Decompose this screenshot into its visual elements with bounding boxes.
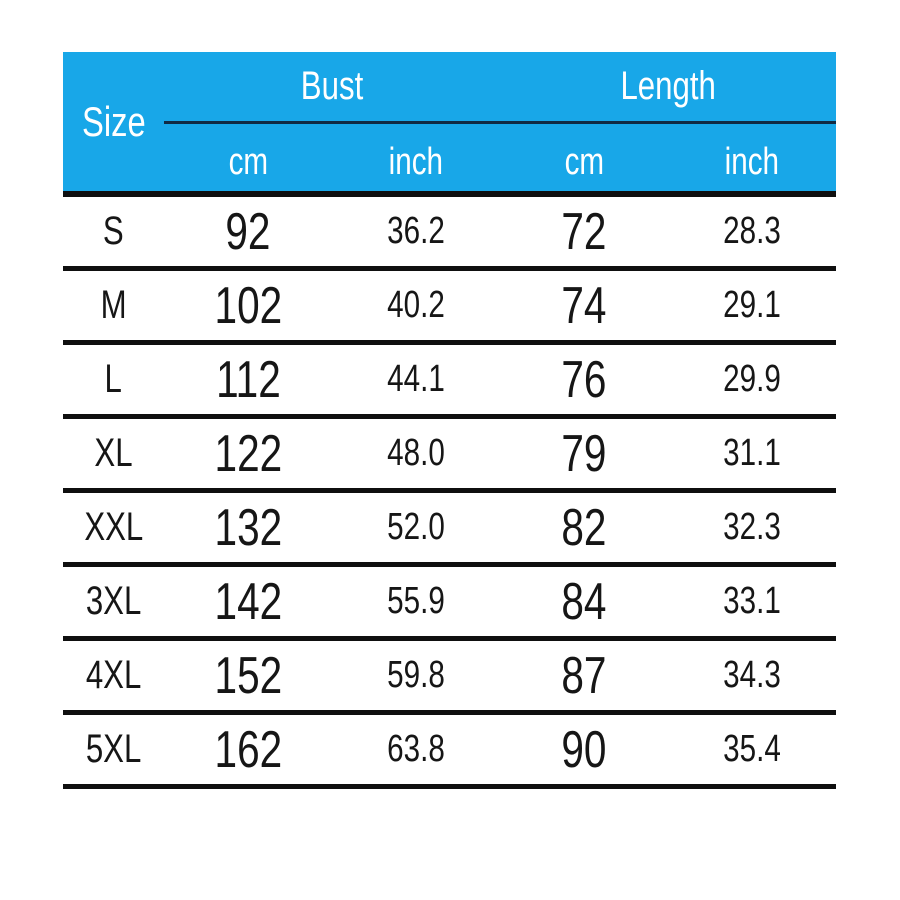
table-header [63,52,836,191]
length-inch-cell [668,580,836,623]
length-inch-value: 35.4 [723,728,781,770]
length-group-cell [500,64,836,109]
table-row [63,567,836,641]
length-inch-header-label: inch [724,141,780,183]
size-value: 4XL [85,653,142,697]
table-row [63,345,836,419]
length-inch-cell [668,210,836,253]
bust-inch-header-label: inch [388,141,444,183]
table-row [63,641,836,715]
unit-header-row [164,124,836,191]
table-body [63,197,836,789]
bust-cm-cell [164,350,332,410]
bust-cm-cell [164,202,332,262]
length-inch-value: 32.3 [723,506,781,548]
bust-inch-value: 55.9 [387,580,445,622]
bust-cm-cell [164,572,332,632]
table-row [63,419,836,493]
bust-inch-value: 40.2 [387,284,445,326]
group-header-row [164,52,836,121]
length-cm-value: 90 [561,720,607,779]
table-row [63,271,836,345]
size-header-label: Size [81,97,146,145]
size-value: XXL [84,505,143,549]
bust-group-label: Bust [300,64,364,108]
size-cell [63,653,164,698]
bust-cm-value: 112 [215,350,281,409]
length-cm-value: 82 [561,498,607,557]
length-inch-cell [668,728,836,771]
length-inch-cell [668,506,836,549]
measurement-header-section [164,52,836,191]
bust-inch-value: 63.8 [387,728,445,770]
length-cm-cell [500,646,668,706]
bust-inch-value: 36.2 [387,210,445,252]
bust-inch-cell [332,506,500,549]
table-row [63,197,836,271]
length-cm-value: 84 [561,572,607,631]
size-cell [63,727,164,772]
size-value: 3XL [85,579,142,623]
bust-cm-cell [164,276,332,336]
bust-inch-cell [332,358,500,401]
bust-cm-header-label: cm [228,141,268,183]
length-cm-cell [500,350,668,410]
length-inch-cell [668,358,836,401]
bust-cm-value: 122 [214,424,282,483]
bust-inch-cell [332,432,500,475]
size-chart-table [63,52,836,789]
length-inch-cell [668,432,836,475]
length-cm-cell [500,424,668,484]
length-group-label: Length [620,64,716,108]
bust-inch-header-cell [332,141,500,184]
size-cell [63,431,164,476]
bust-cm-value: 102 [214,276,282,335]
bust-cm-header-cell [164,141,332,184]
length-cm-value: 74 [561,276,607,335]
length-inch-value: 29.9 [723,358,781,400]
length-inch-value: 31.1 [723,432,781,474]
length-cm-header-cell [500,141,668,184]
size-cell [63,357,164,402]
bust-inch-cell [332,580,500,623]
size-cell [63,209,164,254]
length-inch-cell [668,284,836,327]
length-cm-cell [500,498,668,558]
length-inch-value: 33.1 [723,580,781,622]
bust-inch-cell [332,210,500,253]
bust-cm-value: 152 [214,646,282,705]
length-cm-value: 76 [561,350,607,409]
length-inch-value: 28.3 [723,210,781,252]
bust-inch-value: 44.1 [387,358,445,400]
bust-inch-cell [332,284,500,327]
length-cm-cell [500,202,668,262]
size-value: M [100,283,127,327]
bust-cm-value: 142 [214,572,282,631]
bust-inch-value: 52.0 [387,506,445,548]
length-cm-value: 72 [561,202,607,261]
bust-cm-value: 132 [214,498,282,557]
bust-inch-value: 48.0 [387,432,445,474]
length-cm-header-label: cm [564,141,604,183]
size-cell [63,283,164,328]
table-row [63,493,836,567]
size-value: L [104,357,123,401]
length-inch-header-cell [668,141,836,184]
bust-cm-value: 92 [225,202,271,261]
size-value: S [103,209,124,253]
bust-group-cell [164,64,500,109]
length-cm-cell [500,572,668,632]
bust-inch-cell [332,728,500,771]
size-cell [63,505,164,550]
table-row [63,715,836,789]
bust-inch-cell [332,654,500,697]
size-value: XL [94,431,133,475]
length-inch-value: 29.1 [723,284,781,326]
length-cm-cell [500,720,668,780]
bust-cm-cell [164,646,332,706]
length-inch-cell [668,654,836,697]
size-header-cell [63,52,164,191]
bust-cm-value: 162 [214,720,282,779]
length-cm-value: 79 [561,424,607,483]
length-cm-cell [500,276,668,336]
length-inch-value: 34.3 [723,654,781,696]
size-cell [63,579,164,624]
bust-cm-cell [164,498,332,558]
length-cm-value: 87 [561,646,607,705]
bust-cm-cell [164,720,332,780]
size-value: 5XL [85,727,142,771]
bust-cm-cell [164,424,332,484]
bust-inch-value: 59.8 [387,654,445,696]
